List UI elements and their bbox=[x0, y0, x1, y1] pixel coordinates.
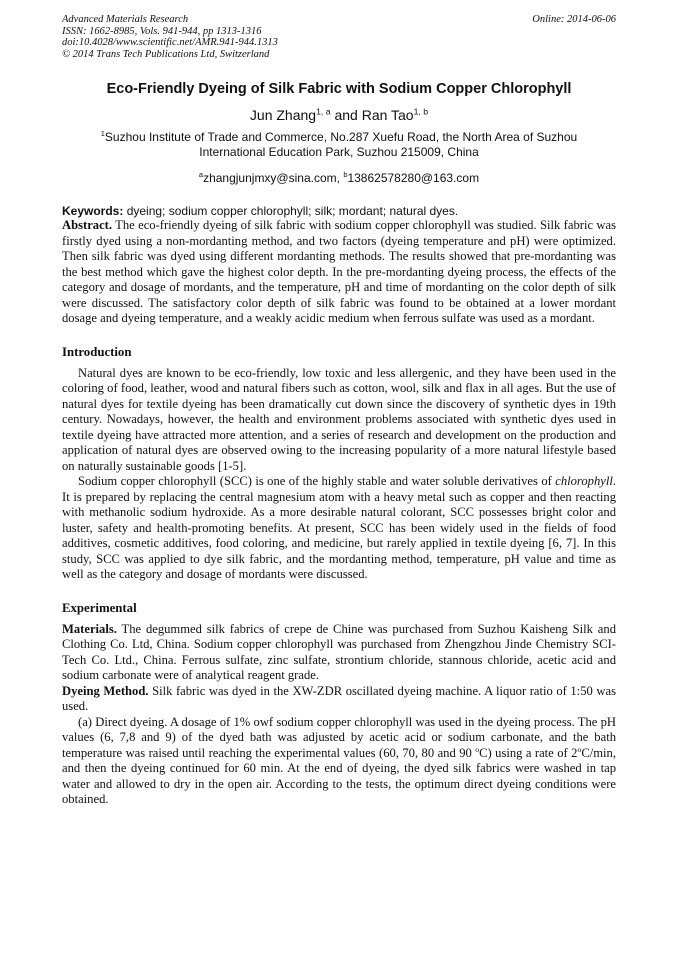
keywords-label: Keywords: bbox=[62, 204, 124, 218]
journal-name: Advanced Materials Research bbox=[62, 14, 189, 25]
introduction-p2-start: Sodium copper chlorophyll (SCC) is one of the highly stable and water soluble derivatives of bbox=[78, 474, 556, 488]
email-b-sup: b bbox=[343, 170, 348, 179]
degree-sup-1: o bbox=[475, 744, 480, 754]
experimental-heading: Experimental bbox=[62, 600, 137, 615]
dyeing-method-paragraph bbox=[62, 684, 616, 715]
introduction-p2-end: . It is prepared by replacing the central magnesium atom with a heavy metal such as copper and then reacting with methanolic sodium hydroxide. As a more desirable natural colorant, SCC possesses bright color and luster, safety and health-promoting benefits. At present, SCC has been widely used in the fields of food additives, cosmetic additives, food coloring, and medicine, but rarely applied in textile dyeing [6, 7]. In this study, SCC was applied to dye silk fabric, and the mordanting method, temperature, pH value and time as well as the category and dosage of mordants were discussed. bbox=[62, 474, 616, 581]
introduction-paragraph-1: Natural dyes are known to be eco-friendly, low toxic and less allergenic, and they have been used in the coloring of food, leather, wood and natural fibers such as cotton, wool, silk and flax in all ages. But the use of natural dyes for textile dyeing has been dramatically cut down since the discovery of synthetic dyes in 19th century. Nowadays, however, the health and environment problems associated with synthetic dyes used in textile dyeing have attracted more attention, and a series of research and development on the production and application of natural dyes are observed owing to the increasing popularity of a more natural lifestyle based on naturally sustainable goods [1-5]. bbox=[62, 365, 616, 473]
author-1-sup: 1, a bbox=[316, 106, 331, 117]
direct-dyeing-text-b: C) using a rate of 2 bbox=[479, 745, 578, 760]
abstract-text: The eco-friendly dyeing of silk fabric with sodium copper chlorophyll was studied. Silk fabric was firstly dyed using a non-mordanting method, and two factors (dyeing temperature and pH) were optimized. Then silk fabric was dyed using different mordanting methods. The results showed that pre-mordanting was the best method which gave the highest color depth. In the pre-mordanting dyeing process, the effects of the category and dosage of mordants, and the temperature, pH and time of mordanting on the color depth of silk were discussed. The satisfactory color depth of silk fabric was found to be obtained at a lower mordant dosage and dyeing temperature, and a weakly acidic medium when ferrous sulfate was used as a mordant. bbox=[62, 218, 616, 325]
keywords-text: dyeing; sodium copper chlorophyll; silk; mordant; natural dyes. bbox=[123, 204, 459, 218]
email-a-sup: a bbox=[198, 170, 204, 179]
materials-text: The degummed silk fabrics of crepe de Chine was purchased from Suzhou Kaisheng Silk and Clothing Co. Ltd, China. Sodium copper chlorophyll was purchased from Zhengzhou Jinde Chemistry SCI-Tech Co. Ltd., China. Ferrous sulfate, zinc sulfate, strontium chloride, stannous chloride, acetic acid and sodium carbonate were of analytical reagent grade. bbox=[62, 621, 616, 682]
dyeing-method-label: Dyeing Method. bbox=[62, 683, 149, 698]
introduction-paragraph-2 bbox=[62, 474, 616, 583]
author-line bbox=[62, 107, 616, 123]
abstract bbox=[62, 218, 616, 327]
direct-dyeing-text-a: (a) Direct dyeing. A dosage of 1% owf sodium copper chlorophyll was used in the dyeing process. The pH values (6, 7,8 and 9) of the dyed bath was adjusted by acetic acid or sodium carbonate, and the bath temperature was raised until reaching the experimental values (60, 70, 80 and 90 bbox=[62, 714, 616, 760]
degree-sup-2: o bbox=[577, 744, 582, 754]
email-line bbox=[62, 171, 616, 185]
online-date: Online: 2014-06-06 bbox=[532, 14, 616, 25]
introduction-p2-italic: chlorophyll bbox=[555, 474, 613, 488]
email-b: 13862578280@163.com bbox=[347, 171, 480, 185]
affiliation-line-2: International Education Park, Suzhou 215009, China bbox=[199, 145, 479, 159]
author-2-name: Ran Tao bbox=[361, 107, 414, 123]
journal-header bbox=[62, 14, 616, 60]
materials-paragraph bbox=[62, 622, 616, 684]
affiliation-sup: 1 bbox=[100, 129, 105, 138]
introduction-heading: Introduction bbox=[62, 344, 132, 359]
author-conjunction: and bbox=[330, 107, 362, 123]
keywords bbox=[62, 204, 616, 218]
author-1-name: Jun Zhang bbox=[249, 107, 317, 123]
direct-dyeing-text-c: C/min, and then the dyeing continued for 60 min. At the end of dyeing, the dyed silk fabrics were washed in tap water and allowed to dry in the open air. According to the tests, the optimum direct dyeing conditions were obtained. bbox=[62, 745, 616, 806]
copyright-line: © 2014 Trans Tech Publications Ltd, Switzerland bbox=[62, 48, 270, 60]
paper-title: Eco-Friendly Dyeing of Silk Fabric with Sodium Copper Chlorophyll bbox=[106, 81, 572, 97]
issn-line: ISSN: 1662-8985, Vols. 941-944, pp 1313-1316 bbox=[62, 25, 262, 37]
affiliation-text-1: Suzhou Institute of Trade and Commerce, No.287 Xuefu Road, the North Area of Suzhou bbox=[104, 130, 578, 144]
author-2-sup: 1, b bbox=[413, 106, 429, 117]
dyeing-method-text: Silk fabric was dyed in the XW-ZDR oscillated dyeing machine. A liquor ratio of 1:50 was used. bbox=[62, 683, 616, 713]
affiliation-line-1 bbox=[62, 130, 616, 145]
direct-dyeing-paragraph bbox=[62, 715, 616, 808]
affiliation bbox=[62, 130, 616, 160]
email-a: zhangjunjmxy@sina.com, bbox=[203, 171, 344, 185]
materials-label: Materials. bbox=[62, 621, 117, 636]
doi-line: doi:10.4028/www.scientific.net/AMR.941-944.1313 bbox=[62, 37, 278, 48]
abstract-label: Abstract. bbox=[62, 218, 113, 232]
